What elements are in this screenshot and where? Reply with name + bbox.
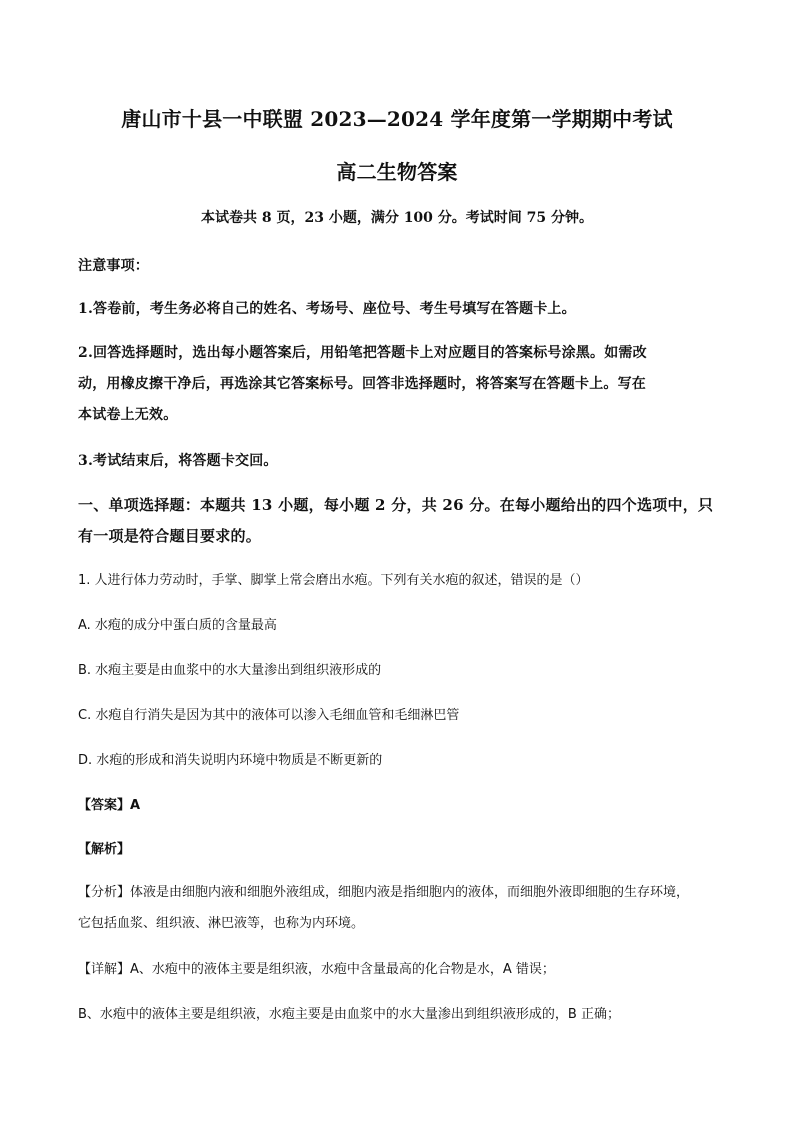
notice-item-2-line-3: 本试卷上无效。	[78, 407, 178, 423]
document-subtitle: 高二生物答案	[336, 160, 458, 184]
question-1-option-c: C. 水疱自行消失是因为其中的液体可以渗入毛细血管和毛细淋巴管	[78, 708, 460, 723]
analysis-heading: 【解析】	[78, 842, 131, 857]
answer-label: 【答案】A	[78, 798, 141, 813]
detail-option-a: 【详解】A、水疱中的液体主要是组织液，水疱中含量最高的化合物是水，A 错误；	[78, 962, 555, 977]
section-heading-line-2: 有一项是符合题目要求的。	[78, 527, 262, 545]
question-1-option-d: D. 水疱的形成和消失说明内环境中物质是不断更新的	[78, 753, 383, 768]
notice-item-1: 1.答卷前，考生务必将自己的姓名、考场号、座位号、考生号填写在答题卡上。	[78, 301, 576, 317]
notice-item-3: 3.考试结束后，将答题卡交回。	[78, 453, 278, 469]
notice-heading: 注意事项：	[78, 258, 149, 274]
detail-option-b: B、水疱中的液体主要是组织液，水疱主要是由血浆中的水大量渗出到组织液形成的，B 正确；	[78, 1007, 620, 1022]
analysis-paragraph-line-2: 它包括血浆、组织液、淋巴液等，也称为内环境。	[78, 916, 365, 931]
document-title: 唐山市十县一中联盟 2023—2024 学年度第一学期期中考试	[121, 107, 673, 131]
question-1-stem: 1. 人进行体力劳动时，手掌、脚掌上常会磨出水疱。下列有关水疱的叙述，错误的是（）	[78, 573, 589, 588]
exam-info: 本试卷共 8 页，23 小题，满分 100 分。考试时间 75 分钟。	[200, 210, 594, 226]
notice-item-2-line-2: 动，用橡皮擦干净后，再选涂其它答案标号。回答非选择题时，将答案写在答题卡上。写在	[78, 376, 646, 392]
question-1-option-a: A. 水疱的成分中蛋白质的含量最高	[78, 618, 277, 633]
analysis-paragraph-line-1: 【分析】体液是由细胞内液和细胞外液组成，细胞内液是指细胞内的液体，而细胞外液即细胞的生存环境，	[78, 885, 690, 900]
notice-item-2-line-1: 2.回答选择题时，选出每小题答案后，用铅笔把答题卡上对应题目的答案标号涂黑。如需改	[78, 345, 647, 361]
section-heading-line-1: 一、单项选择题：本题共 13 小题，每小题 2 分，共 26 分。在每小题给出的四个选项中，只	[78, 496, 714, 514]
question-1-option-b: B. 水疱主要是由血浆中的水大量渗出到组织液形成的	[78, 663, 382, 678]
